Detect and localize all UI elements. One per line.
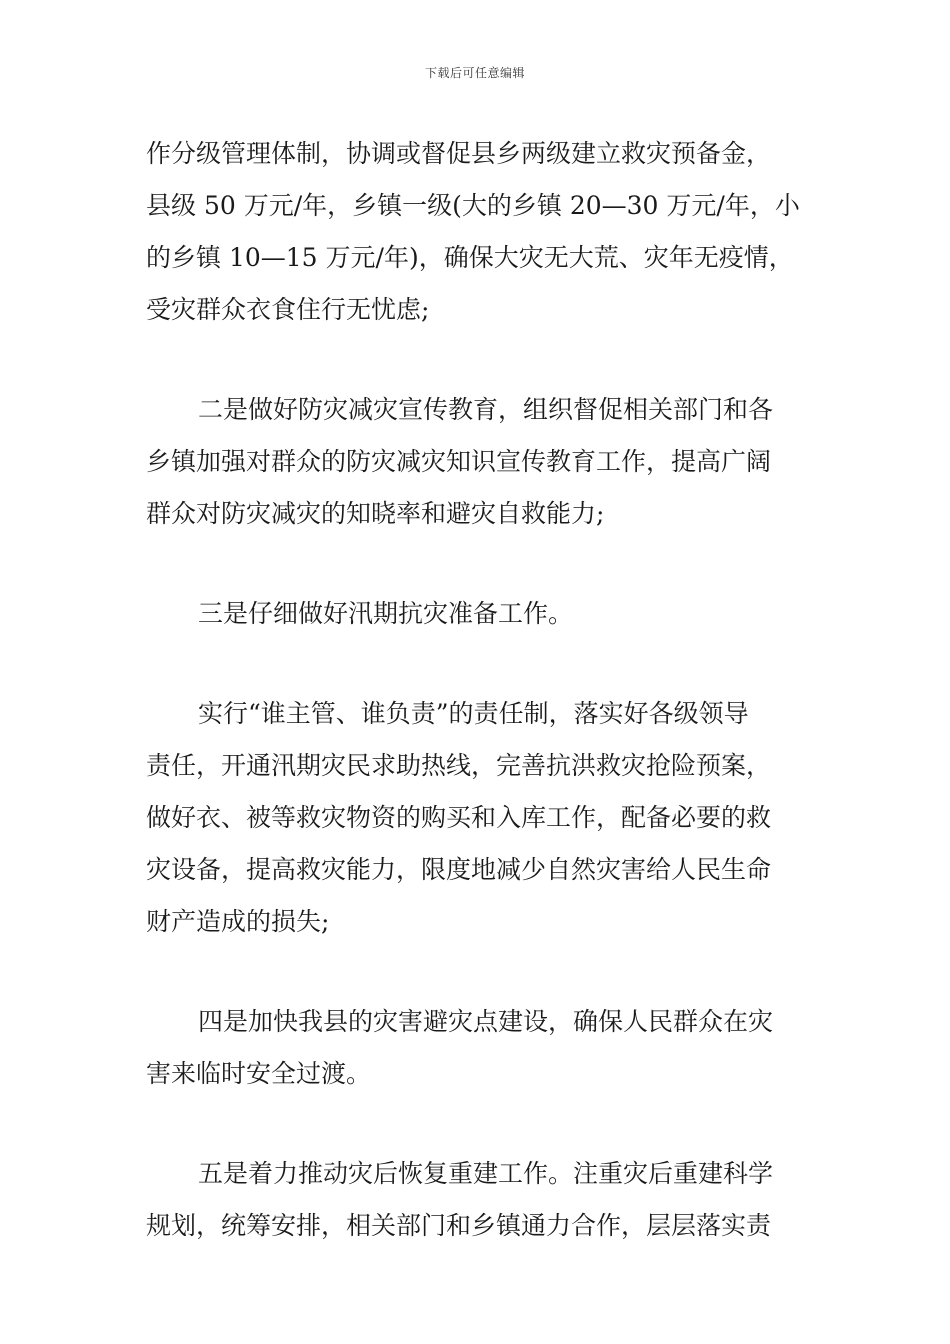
text-line: 规划，统筹安排，相关部门和乡镇通力合作，层层落实责 [146, 1211, 772, 1240]
paragraph-1 [146, 128, 808, 336]
text-line: 受灾群众衣食住行无忧虑; [146, 295, 430, 324]
paragraph-spacer [146, 540, 808, 588]
text-line: 责任，开通汛期灾民求助热线，完善抗洪救灾抢险预案， [146, 751, 772, 780]
document-body [146, 128, 808, 1252]
text-line: 县级 50 万元/年，乡镇一级(大的乡镇 20—30 万元/年，小 [146, 191, 800, 220]
text-line: 实行“谁主管、谁负责”的责任制，落实好各级领导 [198, 699, 749, 728]
text-line: 作分级管理体制，协调或督促县乡两级建立救灾预备金， [146, 139, 772, 168]
paragraph-spacer [146, 336, 808, 384]
paragraph-spacer [146, 1100, 808, 1148]
paragraph-spacer [146, 948, 808, 996]
paragraph-6 [146, 1148, 808, 1252]
paragraph-spacer [146, 640, 808, 688]
text-line: 二是做好防灾减灾宣传教育，组织督促相关部门和各 [198, 395, 774, 424]
text-line: 五是着力推动灾后恢复重建工作。注重灾后重建科学 [198, 1159, 774, 1188]
text-line: 害来临时安全过渡。 [146, 1059, 372, 1088]
page-header: 下载后可任意编辑 [424, 66, 525, 80]
text-line: 四是加快我县的灾害避灾点建设，确保人民群众在灾 [198, 1007, 774, 1036]
paragraph-3 [146, 588, 808, 640]
text-line: 乡镇加强对群众的防灾减灾知识宣传教育工作，提高广阔 [146, 447, 772, 476]
paragraph-2 [146, 384, 808, 540]
text-line: 灾设备，提高救灾能力，限度地减少自然灾害给人民生命 [146, 855, 772, 884]
text-line: 做好衣、被等救灾物资的购买和入库工作，配备必要的救 [146, 803, 772, 832]
paragraph-4 [146, 688, 808, 948]
text-line: 财产造成的损失; [146, 907, 330, 936]
text-line: 三是仔细做好汛期抗灾准备工作。 [198, 599, 574, 628]
paragraph-5 [146, 996, 808, 1100]
text-line: 群众对防灾减灾的知晓率和避灾自救能力; [146, 499, 605, 528]
text-line: 的乡镇 10—15 万元/年)，确保大灾无大荒、灾年无疫情， [146, 243, 794, 272]
